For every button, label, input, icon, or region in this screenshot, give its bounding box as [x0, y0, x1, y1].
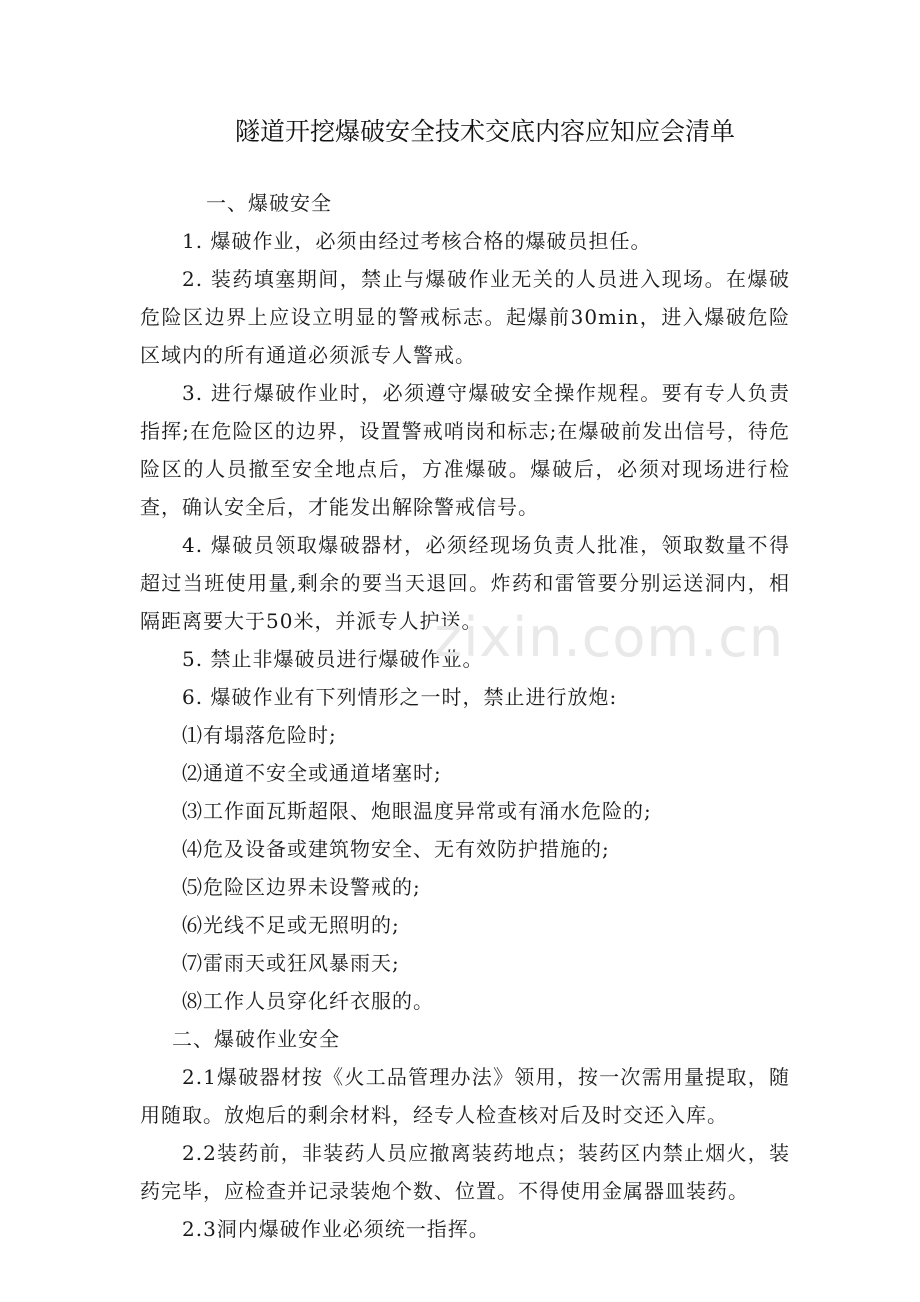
- condition-item-8: ⑻工作人员穿化纤衣服的。: [182, 989, 434, 1013]
- rule-item-3: 3. 进行爆破作业时，必须遵守爆破安全操作规程。要有专人负责指挥;在危险区的边界，设置警戒哨岗和标志;在爆破前发出信号，待危险区的人员撤至安全地点后，方准爆破。爆破后，必须对现场进行检查，确认安全后，才能发出解除警戒信号。: [140, 381, 790, 519]
- section-heading-blasting-operation-safety: 二、爆破作业安全: [172, 1027, 340, 1051]
- rule-item-1: 1. 爆破作业，必须由经过考核合格的爆破员担任。: [182, 229, 652, 253]
- rule-item-2-1: 2.1爆破器材按《火工品管理办法》领用，按一次需用量提取，随用随取。放炮后的剩余材料，经专人检查核对后及时交还入库。: [140, 1065, 790, 1127]
- rule-item-5: 5. 禁止非爆破员进行爆破作业。: [182, 647, 484, 671]
- rule-item-2-2: 2.2装药前，非装药人员应撤离装药地点；装药区内禁止烟火，装药完毕，应检查并记录装炮个数、位置。不得使用金属器皿装药。: [140, 1141, 790, 1203]
- condition-item-7: ⑺雷雨天或狂风暴雨天;: [182, 951, 400, 975]
- condition-item-2: ⑵通道不安全或通道堵塞时;: [182, 761, 442, 785]
- condition-item-6: ⑹光线不足或无照明的;: [182, 913, 400, 937]
- rule-item-2: 2. 装药填塞期间，禁止与爆破作业无关的人员进入现场。在爆破危险区边界上应设立明显的警戒标志。起爆前30min，进入爆破危险区域内的所有通道必须派专人警戒。: [140, 267, 790, 367]
- rule-item-6: 6. 爆破作业有下列情形之一时，禁止进行放炮:: [182, 685, 618, 709]
- condition-item-5: ⑸危险区边界未设警戒的;: [182, 875, 421, 899]
- condition-item-4: ⑷危及设备或建筑物安全、无有效防护措施的;: [182, 837, 610, 861]
- document-body: [140, 184, 790, 1248]
- condition-item-3: ⑶工作面瓦斯超限、炮眼温度异常或有涌水危险的;: [182, 799, 652, 823]
- condition-item-1: ⑴有塌落危险时;: [182, 723, 337, 747]
- section-heading-blasting-safety: 一、爆破安全: [206, 191, 332, 215]
- watermark: zixin.com.cn: [434, 606, 785, 669]
- rule-item-2-3: 2.3洞内爆破作业必须统一指挥。: [182, 1217, 490, 1241]
- document-title: 隧道开挖爆破安全技术交底内容应知应会清单: [234, 117, 735, 146]
- rule-item-4: 4. 爆破员领取爆破器材，必须经现场负责人批准，领取数量不得超过当班使用量,剩余的要当天退回。炸药和雷管要分别运送洞内，相隔距离要大于50米，并派专人护送。: [140, 533, 790, 633]
